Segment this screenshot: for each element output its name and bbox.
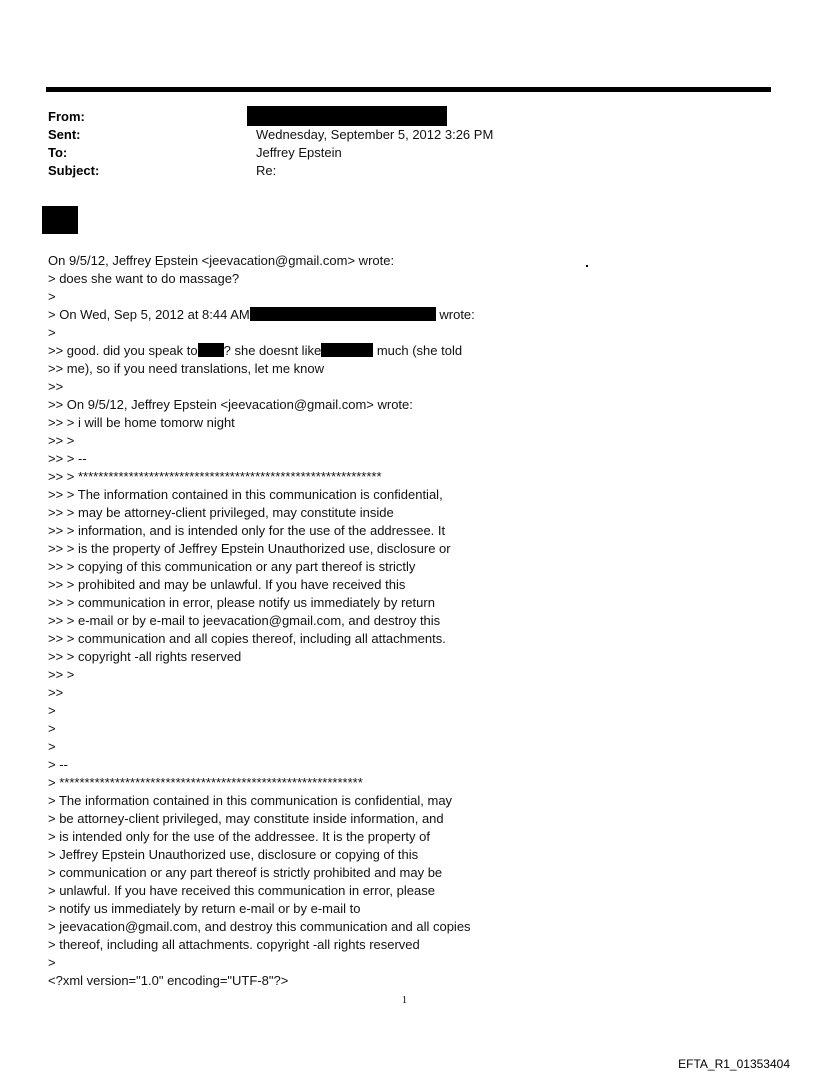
body-line: > <box>48 955 56 970</box>
body-line: > <box>48 703 56 718</box>
body-text: > On Wed, Sep 5, 2012 at 8:44 AM <box>48 307 250 322</box>
to-label: To: <box>48 145 68 160</box>
body-text: >> good. did you speak to <box>48 343 198 358</box>
body-line: > <box>48 289 56 304</box>
sent-value: Wednesday, September 5, 2012 3:26 PM <box>256 127 494 142</box>
body-text: wrote: <box>435 307 475 322</box>
from-label: From: <box>48 109 85 124</box>
body-line: >> > communication in error, please notify us immediately by return <box>48 595 435 610</box>
name-redaction <box>321 343 373 357</box>
body-line: > thereof, including all attachments. copyright -all rights reserved <box>48 937 420 952</box>
sent-label: Sent: <box>48 127 81 142</box>
salutation-redaction <box>42 206 78 234</box>
body-line: > is intended only for the use of the addressee. It is the property of <box>48 829 430 844</box>
body-line: >> > ************************************************************ <box>48 469 382 484</box>
body-line: >> > prohibited and may be unlawful. If you have received this <box>48 577 406 592</box>
name-redaction <box>198 343 224 357</box>
body-line: >> On 9/5/12, Jeffrey Epstein <jeevacation@gmail.com> wrote: <box>48 397 413 412</box>
from-redaction <box>247 106 447 126</box>
body-line: >> > may be attorney-client privileged, may constitute inside <box>48 505 394 520</box>
body-line: > communication or any part thereof is strictly prohibited and may be <box>48 865 443 880</box>
body-text: ? she doesnt like <box>223 343 322 358</box>
body-line: > <box>48 739 56 754</box>
document-id: EFTA_R1_01353404 <box>678 1057 790 1071</box>
body-line: > jeevacation@gmail.com, and destroy this communication and all copies <box>48 919 471 934</box>
page-number: 1 <box>402 995 407 1006</box>
subject-label: Subject: <box>48 163 100 178</box>
body-line: >> > -- <box>48 451 87 466</box>
body-line: > Jeffrey Epstein Unauthorized use, disclosure or copying of this <box>48 847 419 862</box>
body-line <box>48 306 788 324</box>
body-line: >> > <box>48 667 75 682</box>
body-line: >> > e-mail or by e-mail to jeevacation@gmail.com, and destroy this <box>48 613 441 628</box>
body-line: >> <box>48 379 64 394</box>
body-line: > <box>48 325 56 340</box>
body-line: >> me), so if you need translations, let me know <box>48 361 325 376</box>
subject-value: Re: <box>256 163 277 178</box>
body-line <box>48 342 788 360</box>
body-line: > The information contained in this communication is confidential, may <box>48 793 453 808</box>
body-line: > does she want to do massage? <box>48 271 240 286</box>
body-line: >> > is the property of Jeffrey Epstein Unauthorized use, disclosure or <box>48 541 451 556</box>
email-body <box>48 252 788 990</box>
body-line: > ************************************************************ <box>48 775 363 790</box>
body-line: >> > copyright -all rights reserved <box>48 649 242 664</box>
body-line: <?xml version="1.0" encoding="UTF-8"?> <box>48 973 289 988</box>
body-line: >> > i will be home tomorw night <box>48 415 235 430</box>
sender-redaction <box>250 307 436 321</box>
body-line: >> <box>48 685 64 700</box>
body-line: >> > communication and all copies thereof, including all attachments. <box>48 631 446 646</box>
body-line: > be attorney-client privileged, may constitute inside information, and <box>48 811 444 826</box>
body-line: >> > copying of this communication or any part thereof is strictly <box>48 559 416 574</box>
body-line: On 9/5/12, Jeffrey Epstein <jeevacation@gmail.com> wrote: <box>48 253 395 268</box>
body-line: > notify us immediately by return e-mail or by e-mail to <box>48 901 361 916</box>
body-line: > -- <box>48 757 68 772</box>
body-line: >> > The information contained in this communication is confidential, <box>48 487 443 502</box>
body-line: >> > information, and is intended only for the use of the addressee. It <box>48 523 446 538</box>
to-value: Jeffrey Epstein <box>256 145 342 160</box>
body-line: > unlawful. If you have received this communication in error, please <box>48 883 435 898</box>
body-line: > <box>48 721 56 736</box>
body-text: much (she told <box>373 343 463 358</box>
header-rule <box>46 87 771 92</box>
body-line: >> > <box>48 433 75 448</box>
